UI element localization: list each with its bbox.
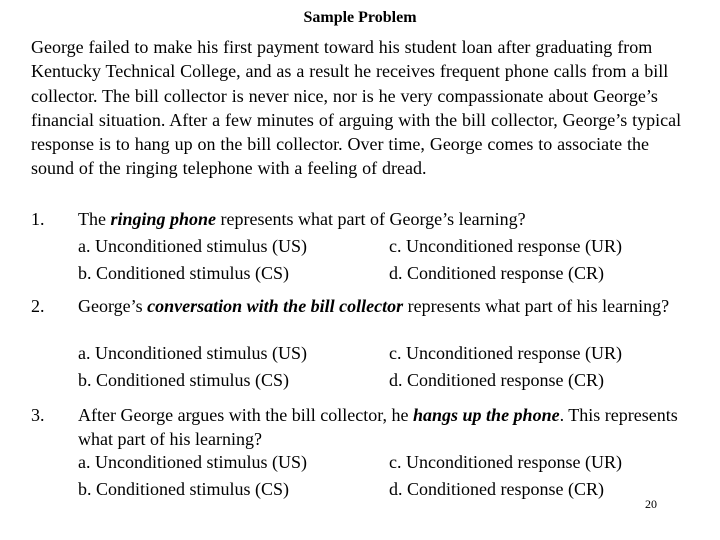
question-number: 1. (31, 209, 45, 229)
option-d: d. Conditioned response (CR) (389, 263, 604, 283)
question-3 (31, 403, 701, 503)
option-a: a. Unconditioned stimulus (US) (78, 452, 307, 472)
question-emphasis: hangs up the phone (413, 405, 560, 425)
option-b: b. Conditioned stimulus (CS) (78, 263, 290, 283)
option-d: d. Conditioned response (CR) (389, 479, 604, 499)
page-number: 20 (645, 497, 657, 511)
slide-title: Sample Problem (303, 9, 417, 26)
question-number: 2. (31, 296, 45, 316)
question-number: 3. (31, 405, 45, 425)
option-d: d. Conditioned response (CR) (389, 370, 604, 390)
question-1 (31, 207, 701, 287)
question-emphasis: conversation with the bill collector (147, 296, 404, 316)
question-text: The ringing phone represents what part of George’s learning? (78, 209, 526, 229)
option-a: a. Unconditioned stimulus (US) (78, 343, 307, 363)
option-b: b. Conditioned stimulus (CS) (78, 370, 290, 390)
problem-paragraph: George failed to make his first payment toward his student loan after graduating from Kentucky Technical College, and as a result he receives frequent phone calls from a bill collector. The bill collector is never nice, nor is he very compassionate about George’s financial situation. After a few minutes of arguing with the bill collector, George’s typical response is to hang up on the bill collector. Over time, George comes to associate the sound of the ringing telephone with a feeling of dread. (31, 37, 682, 179)
answer-options (78, 450, 698, 504)
answer-options (78, 234, 698, 288)
option-c: c. Unconditioned response (UR) (389, 452, 622, 472)
option-b: b. Conditioned stimulus (CS) (78, 479, 290, 499)
question-text: George’s conversation with the bill collector represents what part of his learning? (78, 296, 670, 316)
option-a: a. Unconditioned stimulus (US) (78, 236, 307, 256)
answer-options (78, 341, 698, 395)
question-2 (31, 294, 701, 394)
option-c: c. Unconditioned response (UR) (389, 236, 622, 256)
option-c: c. Unconditioned response (UR) (389, 343, 622, 363)
question-text: After George argues with the bill collector, he hangs up the phone. This represents what part of his learning? (78, 405, 678, 450)
question-emphasis: ringing phone (110, 209, 217, 229)
